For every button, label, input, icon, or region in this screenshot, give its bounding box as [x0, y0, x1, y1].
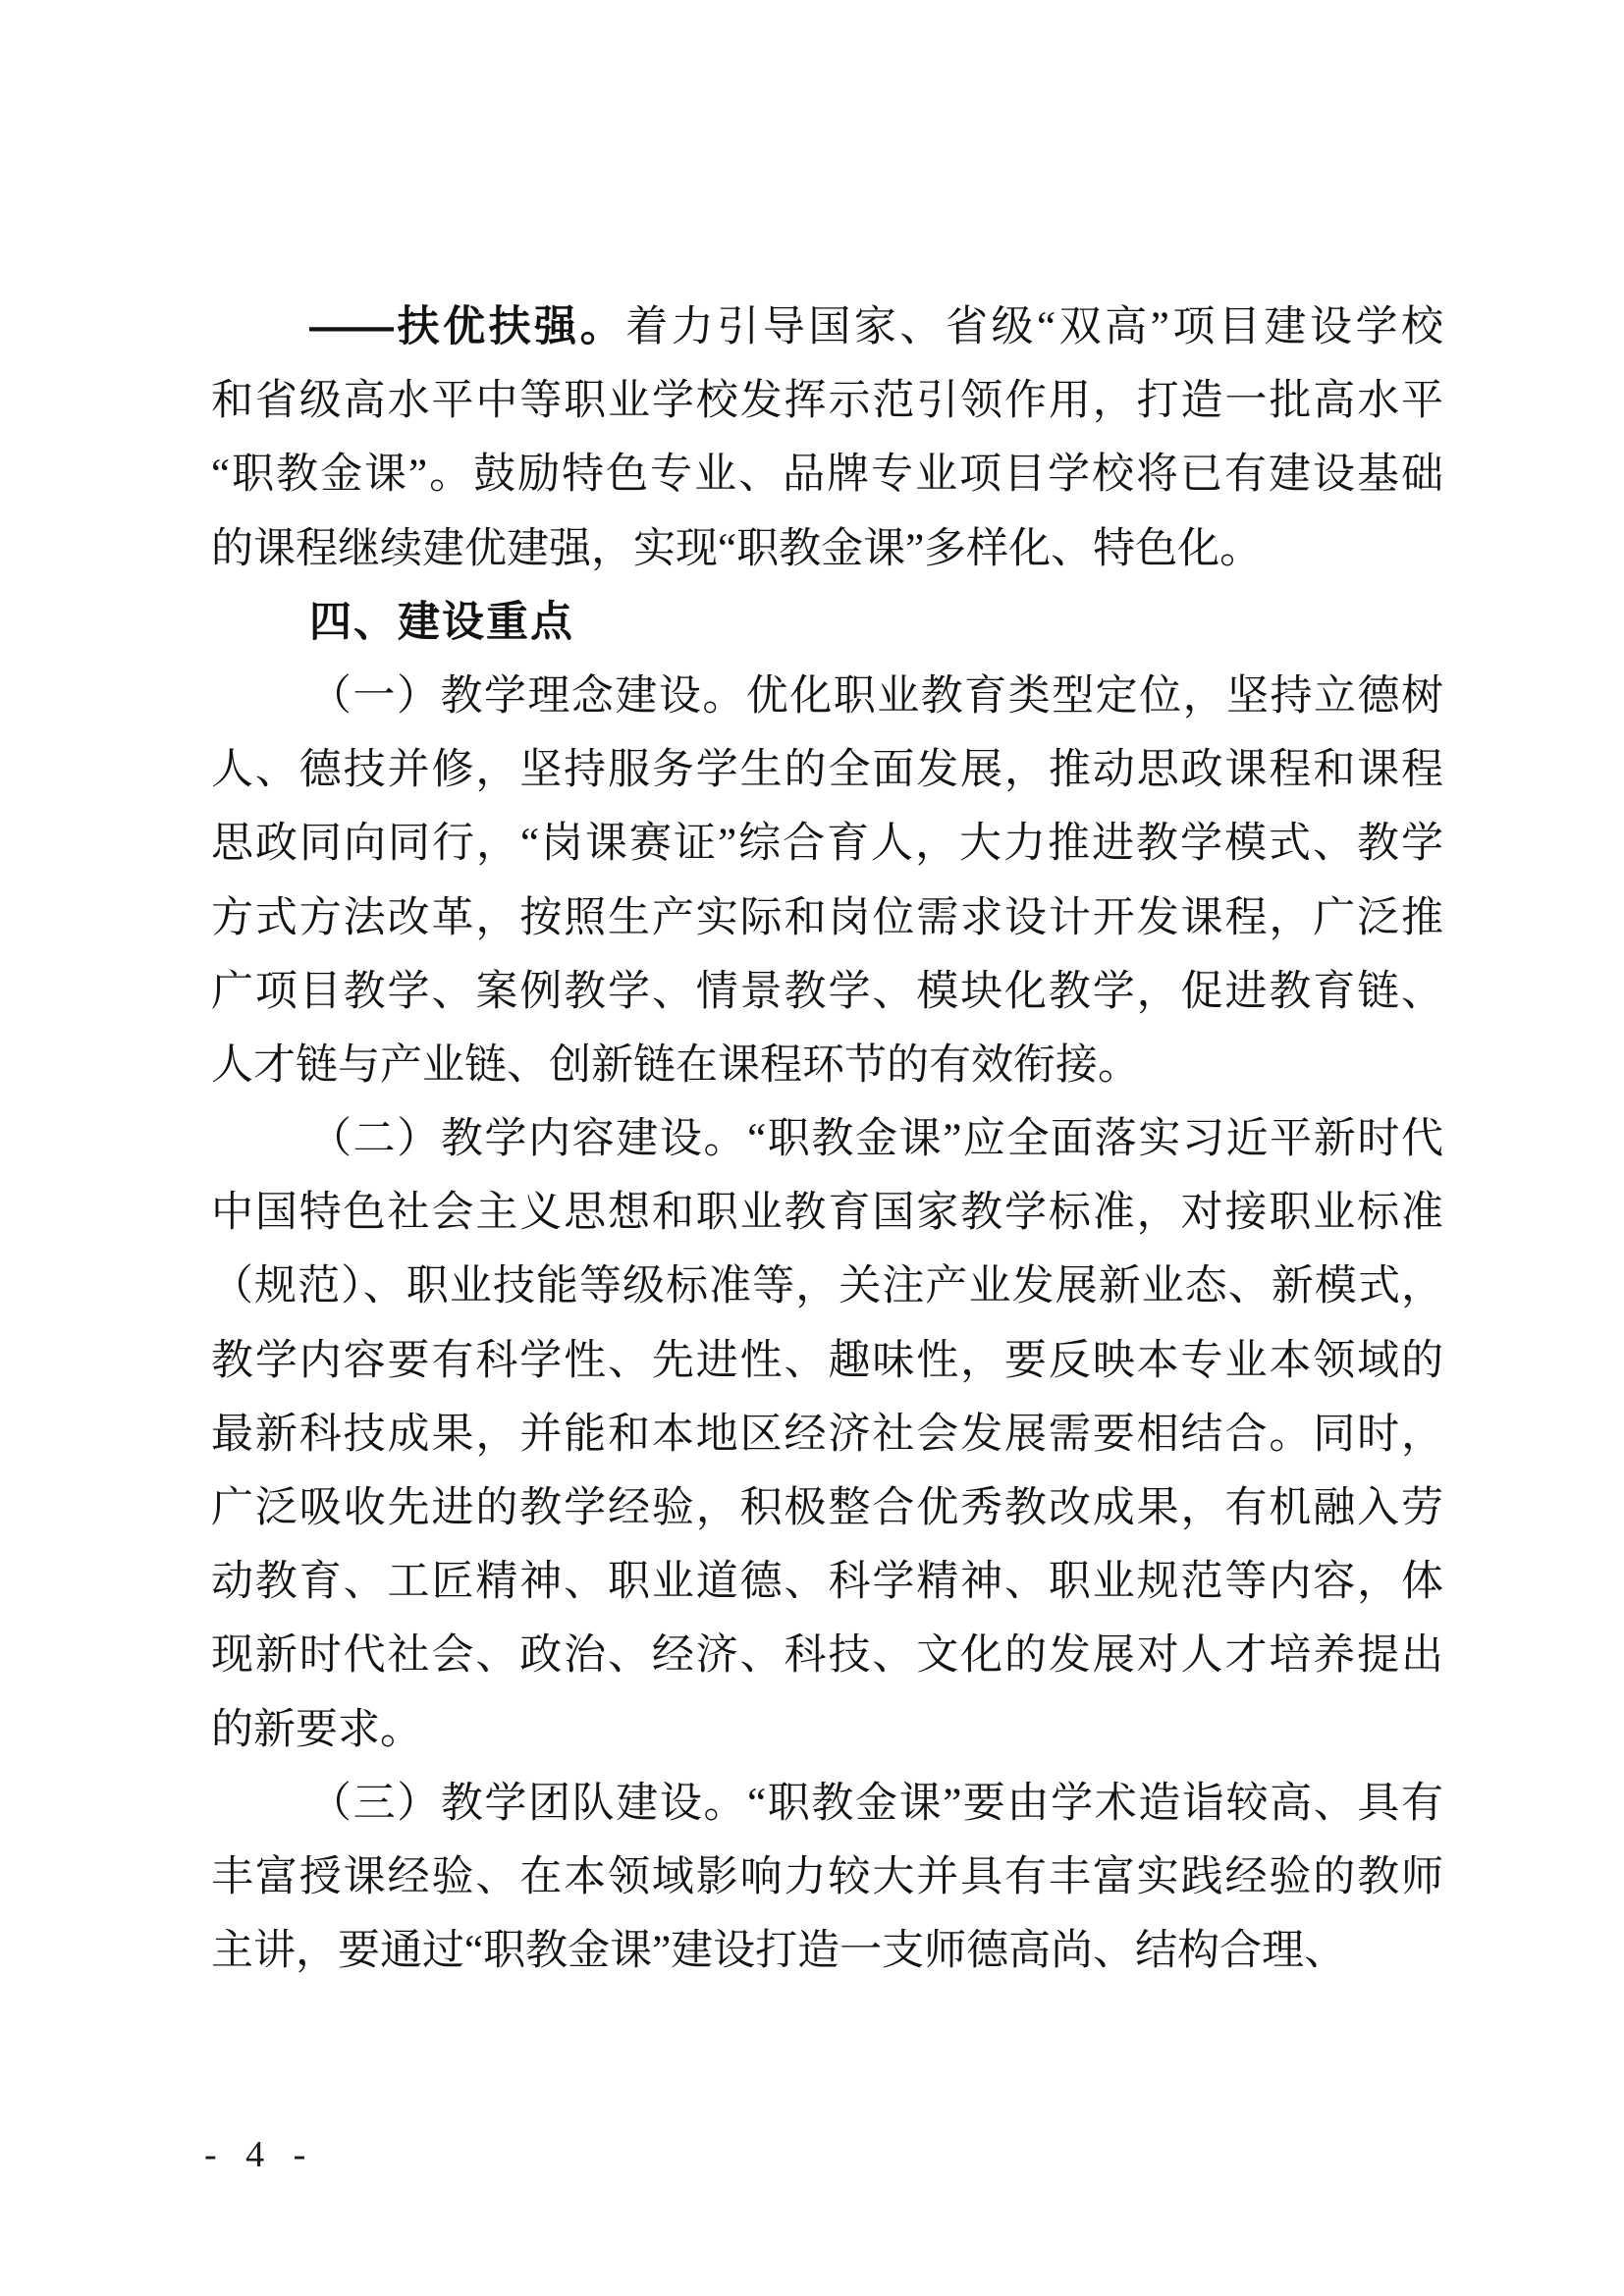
text-line: [211, 1693, 1443, 1767]
bold-text-segment: ——扶优扶强。: [309, 303, 626, 350]
bold-text-segment: 四、建设重点: [309, 598, 574, 646]
text-segment: 广泛吸收先进的教学经验，积极整合优秀教改成果，有机融入劳: [211, 1485, 1443, 1531]
text-line: [211, 881, 1443, 955]
text-segment: 的课程继续建优建强，实现“职教金课”多样化、特色化。: [211, 525, 1263, 572]
text-line: [211, 1619, 1443, 1692]
text-line: [211, 660, 1443, 733]
text-segment: 人才链与产业链、创新链在课程环节的有效衔接。: [211, 1041, 1140, 1089]
text-line: [211, 512, 1443, 586]
text-segment: 思政同向同行，“岗课赛证”综合育人，大力推进教学模式、教学: [211, 821, 1443, 868]
text-segment: 主讲，要通过“职教金课”建设打造一支师德高尚、结构合理、: [211, 1928, 1347, 1975]
text-segment: 方式方法改革，按照生产实际和岗位需求设计开发课程，广泛推: [211, 894, 1443, 941]
text-line: [211, 1324, 1443, 1398]
text-segment: “职教金课”。鼓励特色专业、品牌专业项目学校将已有建设基础: [211, 452, 1443, 499]
text-segment: 教学内容要有科学性、先进性、趣味性，要反映本专业本领域的: [211, 1337, 1443, 1384]
text-line: [211, 1767, 1443, 1841]
text-segment: 和省级高水平中等职业学校发挥示范引领作用，打造一批高水平: [211, 378, 1443, 425]
section-heading: [211, 586, 1443, 660]
text-line: [211, 807, 1443, 881]
text-line: [211, 291, 1443, 364]
text-line: [211, 955, 1443, 1029]
text-line: [211, 1471, 1443, 1545]
page-number: - 4 -: [204, 2134, 316, 2175]
text-segment: 人、德技并修，坚持服务学生的全面发展，推动思政课程和课程: [211, 747, 1443, 794]
text-segment: 着力引导国家、省级“双高”项目建设学校: [625, 304, 1443, 350]
text-line: [211, 1841, 1443, 1914]
text-segment: 丰富授课经验、在本领域影响力较大并具有丰富实践经验的教师: [211, 1853, 1443, 1900]
text-segment: （二）教学内容建设。“职教金课”应全面落实习近平新时代: [309, 1116, 1443, 1163]
text-line: [211, 1102, 1443, 1176]
text-segment: 的新要求。: [211, 1706, 422, 1753]
text-segment: 广项目教学、案例教学、情景教学、模块化教学，促进教育链、: [211, 968, 1443, 1015]
text-line: [211, 1914, 1443, 1988]
text-segment: （一）教学理念建设。优化职业教育类型定位，坚持立德树: [309, 672, 1443, 720]
text-line: [211, 1029, 1443, 1102]
document-body: [211, 291, 1443, 1988]
text-line: [211, 1545, 1443, 1619]
text-segment: 最新科技成果，并能和本地区经济社会发展需要相结合。同时，: [211, 1411, 1443, 1458]
text-line: [211, 364, 1443, 438]
text-line: [211, 1398, 1443, 1471]
text-line: [211, 1176, 1443, 1250]
text-segment: 中国特色社会主义思想和职业教育国家教学标准，对接职业标准: [211, 1190, 1443, 1237]
text-segment: 现新时代社会、政治、经济、科技、文化的发展对人才培养提出: [211, 1632, 1443, 1680]
text-segment: （规范）、职业技能等级标准等，关注产业发展新业态、新模式，: [211, 1263, 1443, 1310]
text-segment: （三）教学团队建设。“职教金课”要由学术造诣较高、具有: [309, 1780, 1443, 1827]
text-segment: 动教育、工匠精神、职业道德、科学精神、职业规范等内容，体: [211, 1559, 1443, 1606]
text-line: [211, 438, 1443, 511]
text-line: [211, 1250, 1443, 1323]
text-line: [211, 733, 1443, 807]
